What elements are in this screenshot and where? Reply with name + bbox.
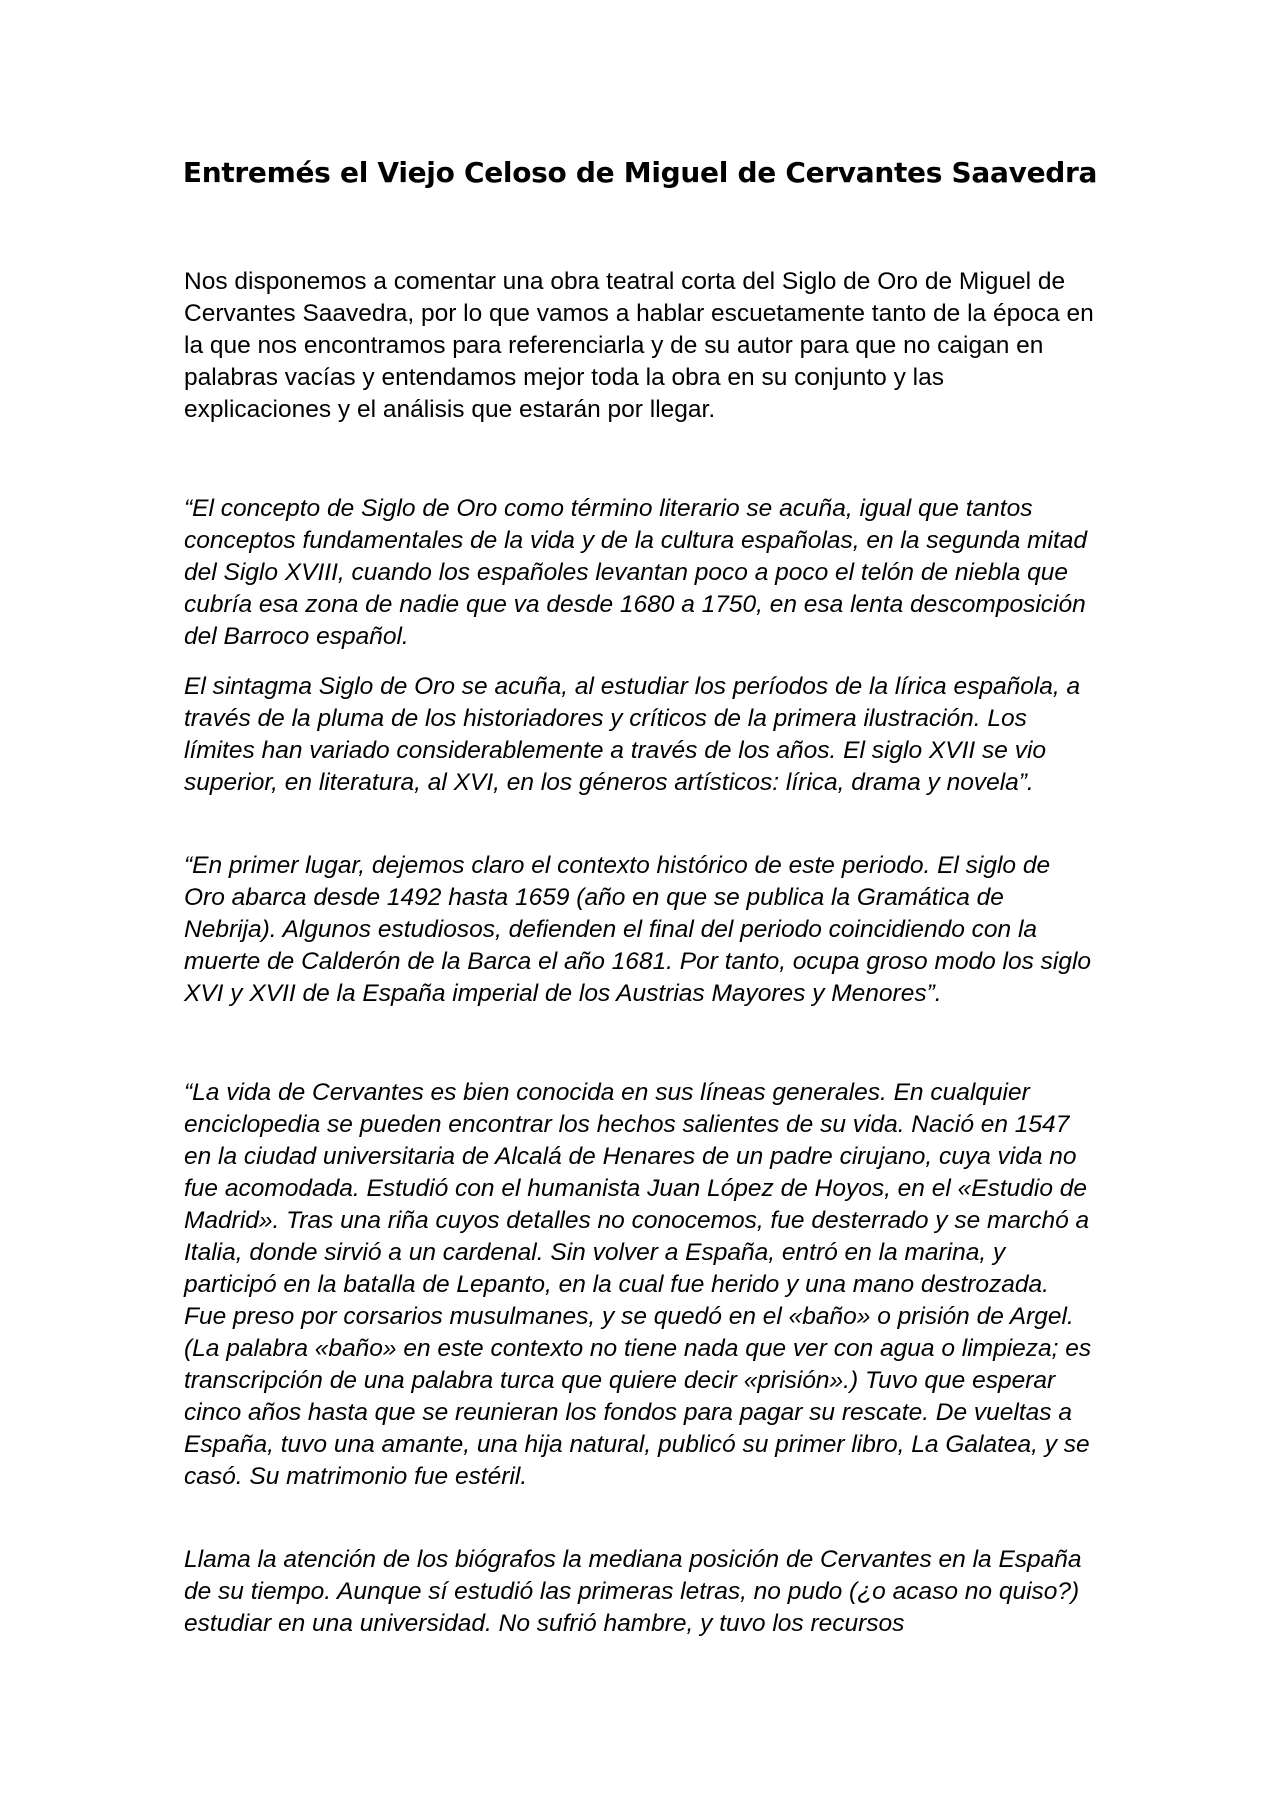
paragraph-quote-siglo-de-oro-concept: “El concepto de Siglo de Oro como término literario se acuña, igual que tantos conceptos fundamentales de la vida y de la cultura españolas, en la segunda mitad del Siglo XVIII, cuando los españoles levantan poco a poco el telón de niebla que cubría esa zona de nadie que va desde 1680 a 1750, en esa lenta descomposición del Barroco español. — [184, 495, 1088, 650]
document-title: Entremés el Viejo Celoso de Miguel de Cervantes Saavedra — [182, 156, 1098, 189]
paragraph-quote-cervantes-position: Llama la atención de los biógrafos la mediana posición de Cervantes en la España de su tiempo. Aunque sí estudió las primeras letras, no pudo (¿o acaso no quiso?) estudiar en una universidad. No sufrió hambre, y tuvo los recursos — [184, 1546, 1082, 1637]
paragraph-introduction: Nos disponemos a comentar una obra teatral corta del Siglo de Oro de Miguel de Cervantes Saavedra, por lo que vamos a hablar escuetamente tanto de la época en la que nos encontramos para referenciarla y de su autor para que no caigan en palabras vacías y entendamos mejor toda la obra en su conjunto y las explicaciones y el análisis que estarán por llegar. — [184, 268, 1094, 423]
paragraph-quote-sintagma: El sintagma Siglo de Oro se acuña, al estudiar los períodos de la lírica española, a través de la pluma de los historiadores y críticos de la primera ilustración. Los límites han variado considerablemente a través de los años. El siglo XVII se vio superior, en literatura, al XVI, en los géneros artísticos: lírica, drama y novela”. — [184, 673, 1081, 796]
paragraph-quote-cervantes-life: “La vida de Cervantes es bien conocida en sus líneas generales. En cualquier enciclopedia se pueden encontrar los hechos salientes de su vida. Nació en 1547 en la ciudad universitaria de Alcalá de Henares de un padre cirujano, cuya vida no fue acomodada. Estudió con el humanista Juan López de Hoyos, en el «Estudio de Madrid». Tras una riña cuyos detalles no conocemos, fue desterrado y se marchó a Italia, donde sirvió a un cardenal. Sin volver a España, entró en la marina, y participó en la batalla de Lepanto, en la cual fue herido y una mano destrozada. Fue preso por corsarios musulmanes, y se quedó en el «baño» o prisión de Argel. (La palabra «baño» en este contexto no tiene nada que ver con agua o limpieza; es transcripción de una palabra turca que quiere decir «prisión».) Tuvo que esperar cinco años hasta que se reunieran los fondos para pagar su rescate. De vueltas a España, tuvo una amante, una hija natural, publicó su primer libro, La Galatea, y se casó. Su matrimonio fue estéril. — [184, 1079, 1092, 1490]
paragraph-quote-historical-context: “En primer lugar, dejemos claro el contexto histórico de este periodo. El siglo de Oro abarca desde 1492 hasta 1659 (año en que se publica la Gramática de Nebrija). Algunos estudiosos, defienden el final del periodo coincidiendo con la muerte de Calderón de la Barca el año 1681. Por tanto, ocupa groso modo los siglo XVI y XVII de la España imperial de los Austrias Mayores y Menores”. — [184, 852, 1092, 1007]
